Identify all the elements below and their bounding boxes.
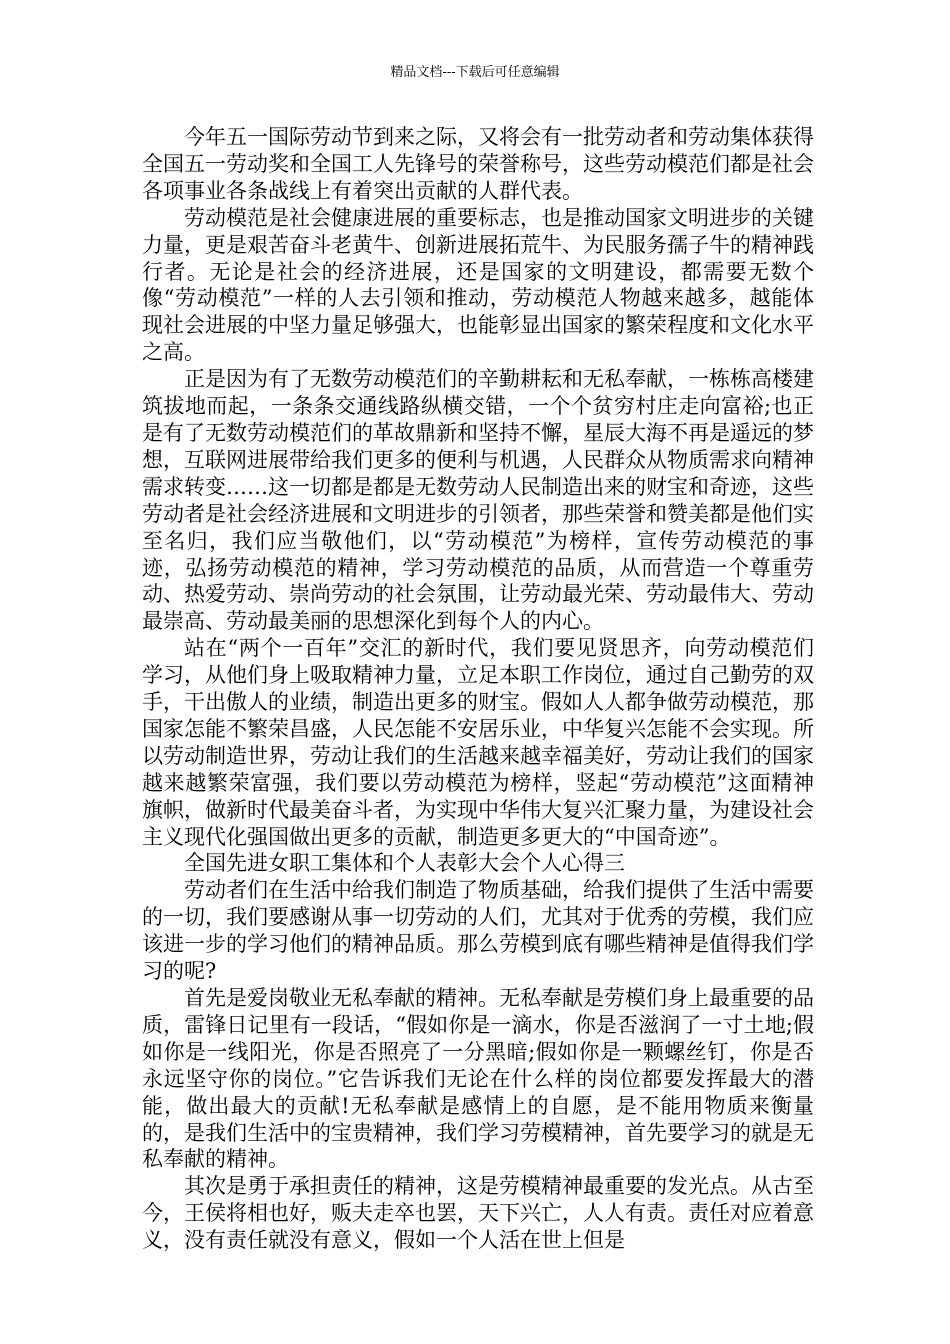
paragraph-6: 首先是爱岗敬业无私奉献的精神。无私奉献是劳模们身上最重要的品质，雷锋日记里有一段话，“假如你是一滴水，你是否滋润了一寸土地;假如你是一线阳光，你是否照亮了一分黑暗;假如你是一颗螺丝钉，你是否永远坚守你的岗位。”它告诉我们无论在什么样的岗位都要发挥最大的潜能，做出最大的贡献!无私奉献是感情上的自愿，是不能用物质来衡量的，是我们生活中的宝贵精神，我们学习劳模精神，首先要学习的就是无私奉献的精神。 (142, 986, 814, 1172)
section-heading: 全国先进女职工集体和个人表彰大会个人心得三 (184, 851, 625, 876)
document-body (142, 124, 814, 1254)
paragraph-5: 劳动者们在生活中给我们制造了物质基础，给我们提供了生活中需要的一切，我们要感谢从事一切劳动的人们，尤其对于优秀的劳模，我们应该进一步的学习他们的精神品质。那么劳模到底有哪些精神是值得我们学习的呢? (142, 878, 814, 984)
paragraph-3: 正是因为有了无数劳动模范们的辛勤耕耘和无私奉献，一栋栋高楼建筑拔地而起，一条条交通线路纵横交错，一个个贫穷村庄走向富裕;也正是有了无数劳动模范们的革故鼎新和坚持不懈，星辰大海不再是遥远的梦想，互联网进展带给我们更多的便利与机遇，人民群众从物质需求向精神需求转变……这一切都是都是无数劳动人民制造出来的财宝和奇迹，这些劳动者是社会经济进展和文明进步的引领者，那些荣誉和赞美都是他们实至名归，我们应当敬他们，以“劳动模范”为榜样，宣传劳动模范的事迹，弘扬劳动模范的精神，学习劳动模范的品质，从而营造一个尊重劳动、热爱劳动、崇尚劳动的社会氛围，让劳动最光荣、劳动最伟大、劳动最崇高、劳动最美丽的思想深化到每个人的内心。 (142, 367, 814, 634)
page-header: 精品文档---下载后可任意编辑 (390, 65, 560, 80)
paragraph-7: 其次是勇于承担责任的精神，这是劳模精神最重要的发光点。从古至今，王侯将相也好，贩夫走卒也罢，天下兴亡，人人有责。责任对应着意义，没有责任就没有意义，假如一个人活在世上但是 (142, 1174, 814, 1253)
paragraph-2: 劳动模范是社会健康进展的重要标志，也是推动国家文明进步的关键力量，更是艰苦奋斗老黄牛、创新进展拓荒牛、为民服务孺子牛的精神践行者。无论是社会的经济进展，还是国家的文明建设，都需要无数个像“劳动模范”一样的人去引领和推动，劳动模范人物越来越多，越能体现社会进展的中坚力量足够强大，也能彰显出国家的繁荣程度和文化水平之高。 (142, 205, 814, 365)
paragraph-4: 站在“两个一百年”交汇的新时代，我们要见贤思齐，向劳动模范们学习，从他们身上吸取精神力量，立足本职工作岗位，通过自己勤劳的双手，干出傲人的业绩，制造出更多的财宝。假如人人都争做劳动模范，那国家怎能不繁荣昌盛，人民怎能不安居乐业，中华复兴怎能不会实现。所以劳动制造世界，劳动让我们的生活越来越幸福美好，劳动让我们的国家越来越繁荣富强，我们要以劳动模范为榜样，竖起“劳动模范”这面精神旗帜，做新时代最美奋斗者，为实现中华伟大复兴汇聚力量，为建设社会主义现代化强国做出更多的贡献，制造更多更大的“中国奇迹”。 (142, 636, 814, 849)
paragraph-1: 今年五一国际劳动节到来之际，又将会有一批劳动者和劳动集体获得全国五一劳动奖和全国工人先锋号的荣誉称号，这些劳动模范们都是社会各项事业各条战线上有着突出贡献的人群代表。 (142, 125, 814, 203)
